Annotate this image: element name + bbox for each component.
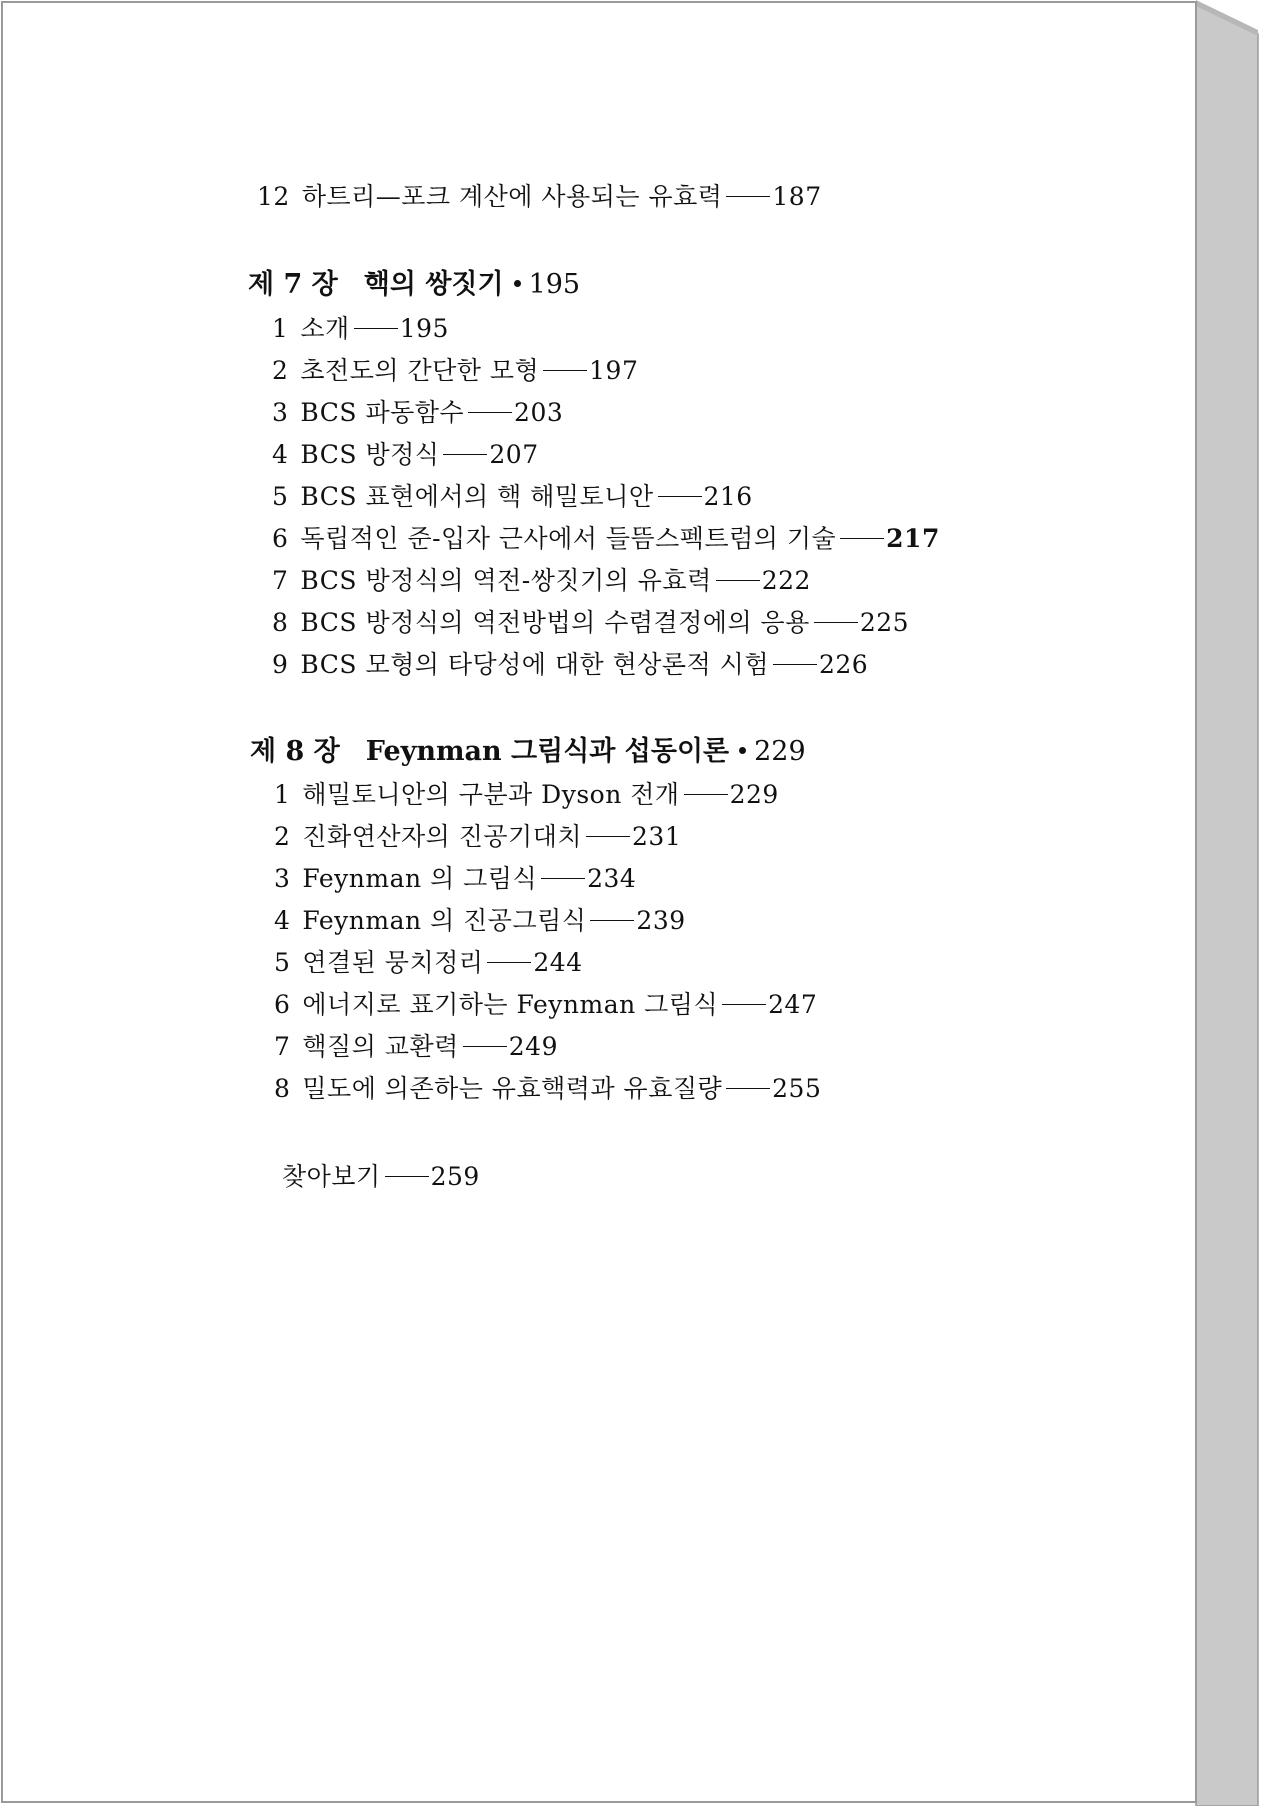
toc-entry: [257, 182, 822, 212]
entry-number: 4: [274, 906, 291, 935]
entry-page: 239: [636, 906, 686, 935]
entry-page: 247: [768, 990, 818, 1019]
entry-page: 231: [632, 822, 682, 851]
entry-number: 4: [272, 440, 289, 469]
bullet-dot: [739, 747, 746, 754]
entry-number: 7: [274, 1032, 291, 1061]
entry-number: 9: [272, 650, 289, 679]
entry-title: Feynman 의 진공그림식: [302, 906, 587, 935]
leader-dash: [590, 920, 634, 921]
entry-number: 12: [257, 182, 290, 211]
chapter-label: 제 8 장: [250, 736, 340, 767]
entry-page: 203: [514, 398, 564, 427]
chapter-title: 핵의 쌍짓기: [363, 269, 504, 300]
leader-dash: [543, 370, 587, 371]
index-page: 259: [430, 1162, 480, 1191]
toc-entry: [272, 440, 539, 470]
entry-title: 진화연산자의 진공기대치: [302, 822, 583, 851]
entry-page: 197: [589, 356, 639, 385]
entry-number: 1: [274, 780, 291, 809]
leader-dash: [726, 1088, 770, 1089]
toc-entry: [272, 398, 563, 428]
leader-dash: [354, 328, 398, 329]
entry-number: 5: [272, 482, 289, 511]
toc-entry: [272, 356, 638, 386]
entry-title: BCS 표현에서의 핵 해밀토니안: [300, 482, 654, 511]
chapter-heading: [250, 736, 806, 768]
toc-entry: [274, 1032, 558, 1062]
entry-page: 217: [886, 524, 940, 553]
entry-page: 216: [703, 482, 753, 511]
entry-number: 1: [272, 314, 289, 343]
entry-title: 초전도의 간단한 모형: [300, 356, 540, 385]
entry-number: 7: [272, 566, 289, 595]
toc-entry: [274, 948, 583, 978]
bullet-dot: [514, 280, 521, 287]
entry-title: 독립적인 준-입자 근사에서 들뜸스펙트럼의 기술: [300, 524, 837, 553]
entry-page: 226: [818, 650, 869, 679]
toc-entry: [272, 650, 868, 680]
index-title: 찾아보기: [282, 1162, 381, 1191]
leader-dash: [840, 538, 884, 539]
toc-entry: [274, 1074, 821, 1104]
entry-title: 밀도에 의존하는 유효핵력과 유효질량: [302, 1074, 723, 1103]
entry-number: 3: [274, 864, 291, 893]
chapter-page: 195: [528, 269, 581, 300]
entry-number: 2: [274, 822, 291, 851]
entry-number: 6: [274, 990, 291, 1019]
entry-page: 207: [489, 440, 539, 469]
chapter-heading: [248, 269, 580, 301]
leader-dash: [468, 412, 512, 413]
entry-number: 8: [274, 1074, 291, 1103]
leader-dash: [463, 1046, 507, 1047]
entry-title: 하트리—포크 계산에 사용되는 유효력: [301, 182, 723, 211]
entry-number: 8: [272, 608, 289, 637]
toc-entry: [274, 990, 817, 1020]
entry-page: 255: [772, 1074, 822, 1103]
entry-page: 234: [587, 864, 637, 893]
toc-entry: [274, 864, 636, 894]
toc-entry: [274, 822, 681, 852]
entry-title: BCS 방정식: [300, 440, 440, 469]
entry-title: BCS 모형의 타당성에 대한 현상론적 시험: [300, 650, 769, 679]
chapter-page: 229: [754, 736, 806, 767]
leader-dash: [814, 622, 858, 623]
leader-dash: [722, 1004, 766, 1005]
entry-title: 에너지로 표기하는 Feynman 그림식: [302, 990, 719, 1019]
leader-dash: [443, 454, 487, 455]
entry-title: Feynman 의 그림식: [302, 864, 538, 893]
entry-number: 6: [272, 524, 289, 553]
leader-dash: [773, 664, 817, 665]
entry-page: 222: [761, 566, 811, 595]
entry-number: 2: [272, 356, 289, 385]
leader-dash: [385, 1176, 429, 1177]
entry-title: BCS 파동함수: [300, 398, 465, 427]
entry-number: 3: [272, 398, 289, 427]
entry-page: 249: [508, 1032, 558, 1061]
entry-title: BCS 방정식의 역전-쌍짓기의 유효력: [300, 566, 712, 595]
toc-entry: [272, 314, 449, 344]
toc-entry: [274, 780, 779, 810]
entry-page: 229: [729, 780, 779, 809]
entry-title: 핵질의 교환력: [302, 1032, 459, 1061]
index-entry: [282, 1162, 480, 1192]
entry-page: 195: [399, 314, 449, 343]
leader-dash: [541, 878, 585, 879]
toc-entry: [274, 906, 686, 936]
entry-page: 225: [859, 608, 910, 637]
toc-entry: [272, 482, 753, 512]
entry-title: BCS 방정식의 역전방법의 수렴결정에의 응용: [300, 608, 810, 637]
entry-page: 244: [533, 948, 583, 977]
leader-dash: [658, 496, 702, 497]
entry-number: 5: [274, 948, 291, 977]
leader-dash: [586, 836, 630, 837]
chapter-title: Feynman 그림식과 섭동이론: [365, 736, 730, 767]
toc-entry: [272, 608, 909, 638]
chapter-label: 제 7 장: [248, 269, 338, 300]
toc-entry: [272, 566, 811, 596]
entry-title: 연결된 뭉치정리: [302, 948, 484, 977]
leader-dash: [487, 962, 531, 963]
entry-title: 해밀토니안의 구분과 Dyson 전개: [302, 780, 680, 809]
leader-dash: [726, 196, 770, 197]
entry-page: 187: [772, 182, 822, 211]
entry-title: 소개: [300, 314, 350, 343]
toc-entry: [272, 524, 940, 554]
leader-dash: [684, 794, 728, 795]
leader-dash: [716, 580, 760, 581]
